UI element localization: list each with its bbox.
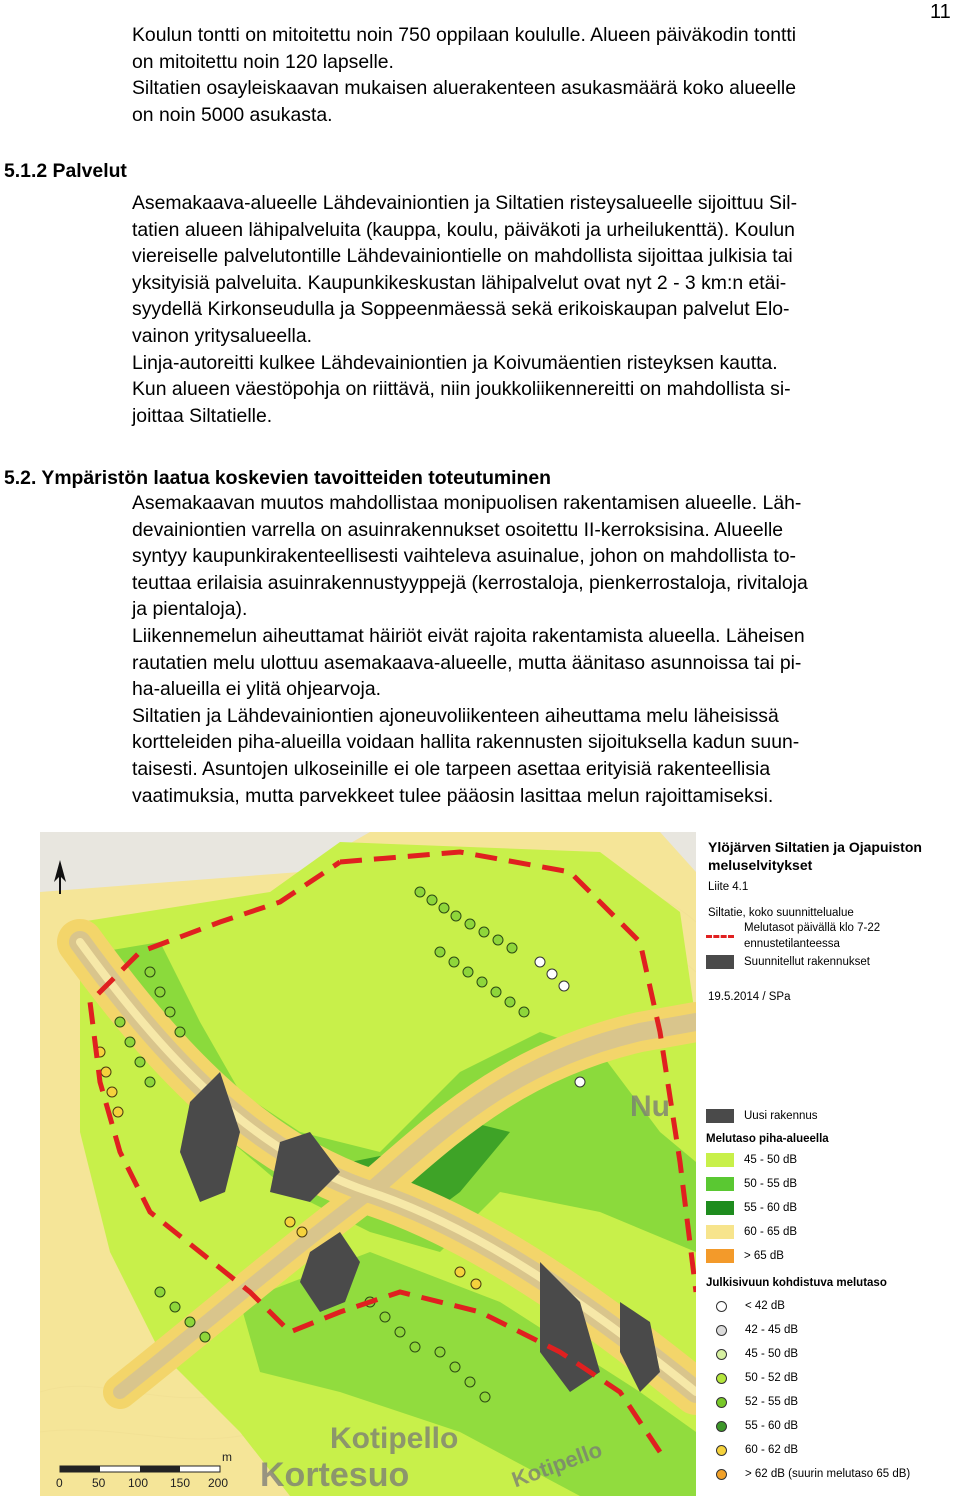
text-line: rautatien melu ulottuu asemakaava-alueelle, mutta äänitaso asunnoissa tai pi- <box>132 651 802 674</box>
section-heading-palvelut: 5.1.2 Palvelut <box>4 160 127 182</box>
text-line: syntyy kaupunkirakenteellisesti vaihteleva asuinalue, johon on mahdollista to- <box>132 545 796 568</box>
facade-label: 60 - 62 dB <box>745 1444 799 1456</box>
text-line: kortteleiden piha-alueilla voidaan hallita rakennusten sijoituksella kadun suun- <box>132 731 800 754</box>
facade-label: 45 - 50 dB <box>745 1348 799 1360</box>
text-line: yksityisiä palveluita. Kaupunkikeskustan lähipalvelut ovat nyt 2 - 3 km:n etäi- <box>132 271 787 294</box>
legend-levels-row <box>706 922 960 950</box>
text-line: Asemakaavan muutos mahdollistaa monipuolisen rakentamisen alueelle. Läh- <box>132 492 802 514</box>
text-line: syydellä Kirkonseudulla ja Soppeenmäessä sekä erikoiskaupan palvelut Elo- <box>132 298 790 321</box>
text-line: tatien alueen lähipalveluita (kauppa, koulu, päiväkoti ja urheilukenttä). Koulun <box>132 218 795 241</box>
facade-dot <box>716 1469 727 1480</box>
facade-label: 55 - 60 dB <box>745 1420 799 1432</box>
facade-label: > 62 dB (suurin melutaso 65 dB) <box>745 1468 911 1480</box>
text-line: Asemakaava-alueelle Lähdevainiontien ja Siltatien risteysalueelle sijoittuu Sil- <box>132 192 798 214</box>
text-line: teuttaa erilaisia asuinrakennustyyppejä (kerrostaloja, pienkerrostaloja, rivitaloja <box>132 571 808 594</box>
yard-label: 60 - 65 dB <box>744 1226 798 1238</box>
facade-dot <box>716 1373 727 1384</box>
scale-tick: 100 <box>128 1476 149 1490</box>
facade-label: 42 - 45 dB <box>745 1324 799 1336</box>
noise-map-graphic <box>40 832 696 1496</box>
legend-yard-row <box>706 1200 797 1216</box>
text-line: Liikennemelun aiheuttamat häiriöt eivät rajoita rakentamista alueella. Läheisen <box>132 624 805 647</box>
scale-tick: 50 <box>92 1476 106 1490</box>
text-line: vaatimuksia, mutta parvekkeet tulee pääosin lasittaa melun rajoittamiseksi. <box>132 784 774 807</box>
yard-swatch <box>706 1225 734 1239</box>
yard-swatch <box>706 1249 734 1263</box>
text-line: on mitoitettu noin 120 lapselle. <box>132 50 394 73</box>
text-line: ha-alueilla ei ylitä ohjearvoja. <box>132 678 381 701</box>
yard-label: 50 - 55 dB <box>744 1178 798 1190</box>
legend-facade-row <box>706 1394 798 1410</box>
yard-swatch <box>706 1177 734 1191</box>
place-label-nu: Nu <box>630 1090 670 1123</box>
palvelut-paragraph <box>132 190 958 429</box>
text-line: vainon yritysalueella. <box>132 324 312 347</box>
facade-dot <box>716 1301 727 1312</box>
facade-label: < 42 dB <box>745 1300 785 1312</box>
yard-label: > 65 dB <box>744 1250 784 1262</box>
facade-dot <box>716 1397 727 1408</box>
legend-facade-row <box>706 1370 798 1386</box>
legend-planned: Suunnitellut rakennukset <box>744 956 870 968</box>
legend-facade-row <box>706 1466 910 1482</box>
legend-date: 19.5.2014 / SPa <box>708 991 791 1003</box>
scale-tick: 0 <box>56 1476 63 1490</box>
legend-facade-row <box>706 1346 798 1362</box>
new-building-swatch <box>706 1109 734 1123</box>
legend-levels-note: Melutasot päivällä klo 7-22 ennustetilanteessa <box>744 922 881 950</box>
scale-bar <box>60 1466 220 1472</box>
noise-map <box>40 832 696 1496</box>
boundary-swatch <box>706 935 734 938</box>
yard-swatch <box>706 1201 734 1215</box>
place-label-kortesuo: Kortesuo <box>260 1456 410 1494</box>
facade-dot <box>716 1325 727 1336</box>
legend-planned-row <box>706 954 870 970</box>
text-line: Siltatien ja Lähdevainiontien ajoneuvoliikenteen aiheuttama melu läheisissä <box>132 704 779 727</box>
facade-dot <box>716 1349 727 1360</box>
text-line: taisesti. Asuntojen ulkoseinille ei ole tarpeen asettaa erityisiä rakenteellisia <box>132 757 771 780</box>
ymparisto-paragraph <box>132 490 958 809</box>
scale-tick: 150 <box>170 1476 191 1490</box>
scale-unit: m <box>222 1450 232 1464</box>
text-line: devainiontien varrella on asuinrakennukset osoitettu II-kerroksisina. Alueelle <box>132 518 784 541</box>
legend-yard-row <box>706 1224 797 1240</box>
text-line: Linja-autoreitti kulkee Lähdevainiontien ja Koivumäentien risteyksen kautta. <box>132 351 778 374</box>
legend-yard-heading: Melutaso piha-alueella <box>706 1133 829 1145</box>
intro-paragraph <box>132 22 958 128</box>
facade-label: 52 - 55 dB <box>745 1396 799 1408</box>
facade-dot <box>716 1445 727 1456</box>
legend-subtitle: Liite 4.1 <box>708 881 749 893</box>
legend-facade-row <box>706 1442 798 1458</box>
facade-label: 50 - 52 dB <box>745 1372 799 1384</box>
text-line: ja pientaloja). <box>132 598 248 621</box>
scale-tick: 200 <box>208 1476 229 1490</box>
legend-yard-row <box>706 1248 784 1264</box>
map-legend <box>696 832 960 1496</box>
legend-facade-row <box>706 1322 798 1338</box>
text-line: on noin 5000 asukasta. <box>132 103 333 126</box>
yard-label: 55 - 60 dB <box>744 1202 798 1214</box>
text-line: viereiselle palvelutontille Lähdevainiontielle on mahdollista sijoittaa julkisia tai <box>132 245 793 268</box>
text-line: Koulun tontti on mitoitettu noin 750 oppilaan koululle. Alueen päiväkodin tontti <box>132 24 797 46</box>
legend-scenario: Siltatie, koko suunnittelualue <box>708 907 854 919</box>
legend-facade-row <box>706 1298 785 1314</box>
legend-new-building-row <box>706 1108 818 1124</box>
text-line: Kun alueen väestöpohja on riittävä, niin joukkoliikennereitti on mahdollista si- <box>132 378 791 401</box>
legend-new-building: Uusi rakennus <box>744 1110 818 1122</box>
legend-title: Ylöjärven Siltatien ja Ojapuiston meluselvitykset <box>708 839 922 873</box>
text-line: Siltatien osayleiskaavan mukaisen aluerakenteen asukasmäärä koko alueelle <box>132 77 796 100</box>
legend-facade-heading: Julkisivuun kohdistuva melutaso <box>706 1277 887 1289</box>
place-label-kotipello-2: Kotipello <box>508 1436 606 1493</box>
facade-dot <box>716 1421 727 1432</box>
yard-swatch <box>706 1153 734 1167</box>
noise-map-figure <box>40 832 960 1496</box>
section-heading-ymparisto: 5.2. Ympäristön laatua koskevien tavoitteiden toteutuminen <box>4 467 552 489</box>
place-label-kotipello: Kotipello <box>330 1422 459 1455</box>
planned-swatch <box>706 955 734 969</box>
legend-yard-row <box>706 1176 797 1192</box>
text-line: joittaa Siltatielle. <box>132 404 273 427</box>
legend-facade-row <box>706 1418 798 1434</box>
yard-label: 45 - 50 dB <box>744 1154 798 1166</box>
page-number: 11 <box>930 1 951 23</box>
legend-yard-row <box>706 1152 797 1168</box>
